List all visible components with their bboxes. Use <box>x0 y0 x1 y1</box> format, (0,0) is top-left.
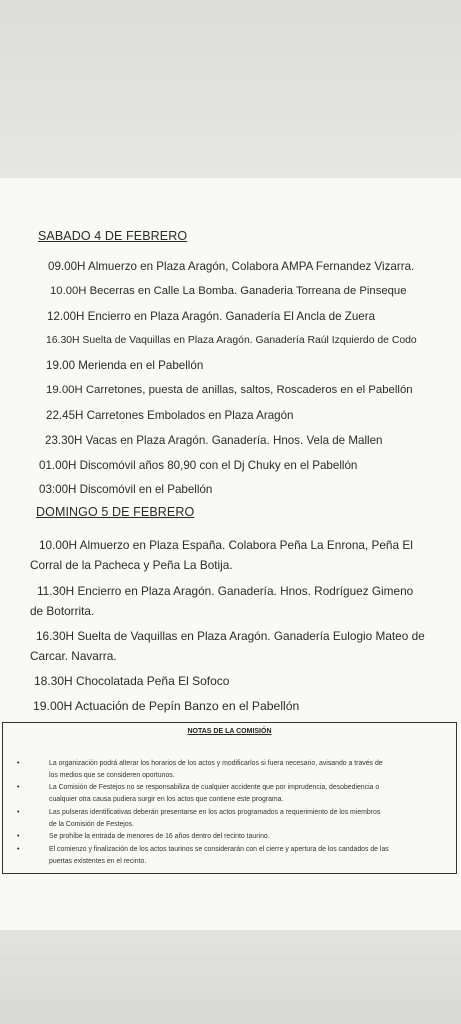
sunday-event-line: 11.30H Encierro en Plaza Aragón. Ganadería. Hnos. Rodríguez Gimeno <box>37 584 414 598</box>
sunday-event-line: Carcar. Navarra. <box>30 649 117 663</box>
saturday-event: 16.30H Suelta de Vaquillas en Plaza Aragón. Ganadería Raúl Izquierdo de Codo <box>46 335 417 346</box>
sunday-event <box>36 626 434 647</box>
note-line: La Comisión de Festejos no se responsabiliza de cualquier accidente que por imprudencia, desobediencia o <box>49 784 380 791</box>
bullet-icon: • <box>17 809 20 816</box>
note-item <box>49 831 453 843</box>
sunday-event-line: 16.30H Suelta de Vaquillas en Plaza Aragón. Ganadería Eulogio Mateo de <box>36 629 425 643</box>
note-line: La organización podrá alterar los horarios de los actos y modificarlos si fuera necesario, avisando a través de <box>49 760 383 767</box>
sunday-event-line: de Botorrita. <box>30 604 95 618</box>
note-item <box>49 844 453 867</box>
bullet-icon: • <box>17 833 20 840</box>
note-item <box>49 807 453 830</box>
notes-title: NOTAS DE LA COMISIÓN <box>187 728 272 735</box>
bullet-icon: • <box>17 760 20 767</box>
note-line: Se prohíbe la entrada de menores de 16 años dentro del recinto taurino. <box>49 833 270 840</box>
program-sheet <box>0 178 461 930</box>
sunday-title: DOMINGO 5 DE FEBRERO <box>36 505 195 519</box>
sunday-event: 19.00H Actuación de Pepín Banzo en el Pabellón <box>33 699 300 713</box>
saturday-event: 09.00H Almuerzo en Plaza Aragón, Colabora AMPA Fernandez Vizarra. <box>48 260 415 273</box>
saturday-event: 19.00H Carretones, puesta de anillas, saltos, Roscaderos en el Pabellón <box>46 384 413 396</box>
background-top <box>0 0 461 178</box>
note-line: de la Comisión de Festejos. <box>49 820 135 828</box>
saturday-title: SABADO 4 DE FEBRERO <box>38 229 188 243</box>
note-item <box>49 758 453 781</box>
sunday-event-continued <box>30 646 430 667</box>
note-line: puertas existentes en el recinto. <box>49 857 147 865</box>
note-line: los medios que se consideren oportunos. <box>49 771 175 779</box>
saturday-event: 01.00H Discomóvil años 80,90 con el Dj Chuky en el Pabellón <box>39 459 358 472</box>
note-line: Las pulseras identificativas deberán presentarse en los actos programados a requerimiento de los miembros <box>49 809 381 816</box>
background-bottom <box>0 930 461 1024</box>
sunday-event <box>37 581 431 602</box>
saturday-event: 10.00H Becerras en Calle La Bomba. Ganaderia Torreana de Pinseque <box>50 285 407 297</box>
sunday-event-continued <box>30 555 430 576</box>
sunday-event-line: Corral de la Pacheca y Peña La Botija. <box>30 558 233 572</box>
note-item <box>49 782 453 805</box>
saturday-event: 19.00 Merienda en el Pabellón <box>46 359 204 372</box>
sunday-event: 18.30H Chocolatada Peña El Sofoco <box>34 674 230 688</box>
bullet-icon: • <box>17 846 20 853</box>
note-line: El comienzo y finalización de los actos taurinos se considerarán con el cierre y apertura de los candados de las <box>49 846 389 853</box>
notes-box <box>2 722 457 874</box>
saturday-event: 23.30H Vacas en Plaza Aragón. Ganadería. Hnos. Vela de Mallen <box>45 434 383 447</box>
note-line: cualquier otra causa pudiera surgir en los actos que contiene este programa. <box>49 795 284 803</box>
saturday-event: 22.45H Carretones Embolados en Plaza Aragón <box>46 409 294 422</box>
sunday-event-line: 10.00H Almuerzo en Plaza España. Colabora Peña La Enrona, Peña El <box>39 538 413 552</box>
sunday-event <box>39 535 431 556</box>
saturday-event: 12.00H Encierro en Plaza Aragón. Ganadería El Ancla de Zuera <box>47 310 376 323</box>
saturday-event: 03:00H Discomóvil en el Pabellón <box>39 483 213 496</box>
sunday-event-continued <box>30 601 430 622</box>
bullet-icon: • <box>17 784 20 791</box>
